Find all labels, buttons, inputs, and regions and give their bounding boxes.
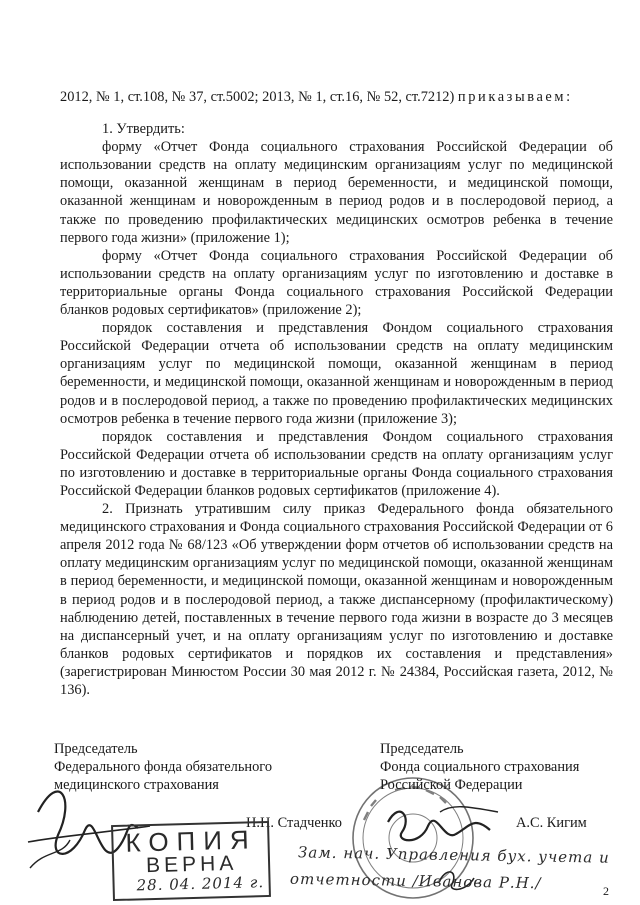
signature-block-right xyxy=(380,740,579,794)
handwritten-note-line1: Зам. нач. Управления бух. учета и xyxy=(297,843,610,867)
signer-left-name: Н.Н. Стадченко xyxy=(246,815,342,831)
page-number: 2 xyxy=(603,884,609,898)
procedure-4-paragraph: порядок составления и представления Фондом социального страхования Российской Федерации отчета об использовании средств на оплату организациям услуг по изготовлению и доставке в территориальные органы Фонда социального страхования Российской Федерации бланков родовых сертификатов (приложение 4). xyxy=(60,428,613,499)
stamp-subtitle: ВЕРНА xyxy=(145,851,238,878)
signer-left-org-line2: медицинского страхования xyxy=(54,777,219,793)
signer-right-org-line1: Фонда социального страхования xyxy=(380,759,580,775)
stamp-title: КОПИЯ xyxy=(125,824,258,858)
item-2-paragraph: 2. Признать утратившим силу приказ Федерального фонда обязательного медицинского страхования и Фонда социального страхования Российской Федерации от 6 апреля 2012 года № 68/123 «Об утверждении форм отчетов об использовании средств на оплату медицинским организациям услуг по медицинской помощи, оказанной женщинам в период беременности, и медицинской помощи, оказанной женщинам и новорожденным в период родов и в послеродовой период, а также диспансерному (профилактическому) наблюдению детей, поставленных в течение первого года жизни в возрасте до 3 месяцев на диспансерный учет, и на оплату организациям услуг по изготовлению и доставке бланков родовых сертификатов и порядков их составления и представления» (зарегистрирован Минюстом России 30 мая 2012 г. № 24384, Российская газета, 2012, № 136). xyxy=(60,501,613,698)
signer-right-title: Председатель xyxy=(380,741,464,757)
signer-left-org-line1: Федерального фонда обязательного xyxy=(54,759,273,775)
handwritten-note-line2: отчетности /Иванова Р.Н./ xyxy=(289,869,542,893)
form-2-paragraph: форму «Отчет Фонда социального страхования Российской Федерации об использовании средств на оплату организациям услуг по изготовлению и доставке в территориальные органы Фонда социального страхования Российской Федерации бланков родовых сертификатов» (приложение 2); xyxy=(60,247,613,319)
intro-line: 2012, № 1, ст.108, № 37, ст.5002; 2013, № 1, ст.16, № 52, ст.7212) приказываем: xyxy=(60,89,573,105)
signature-block-left xyxy=(54,740,272,794)
procedure-3-paragraph: порядок составления и представления Фондом социального страхования Российской Федерации отчета об использовании средств на оплату медицинским организациям услуг по медицинской помощи, оказанной женщинам в период беременности, и медицинской помощи, оказанной женщинам и новорожденным в период родов и в послеродовой период, а также по проведению профилактических медицинских осмотров ребенка в течение первого года жизни (приложение 3); xyxy=(60,320,613,427)
signer-left-title: Председатель xyxy=(54,741,138,757)
form-1-paragraph: форму «Отчет Фонда социального страхования Российской Федерации об использовании средств на оплату медицинским организациям услуг по медицинской помощи, оказанной женщинам в период беременности, и медицинской помощи, оказанной женщинам и новорожденным в период родов и в послеродовой период, а также по проведению профилактических медицинских осмотров ребенка в течение первого года жизни» (приложение 1); xyxy=(60,139,613,246)
item-1-heading: 1. Утвердить: xyxy=(102,121,185,138)
order-word: приказываем: xyxy=(457,89,573,105)
signer-right-org-line2: Российской Федерации xyxy=(380,777,523,793)
copy-certified-stamp xyxy=(111,821,271,901)
signer-right-name: А.С. Кигим xyxy=(516,815,587,831)
stamp-date: 28. 04. 2014 г. xyxy=(136,873,265,895)
